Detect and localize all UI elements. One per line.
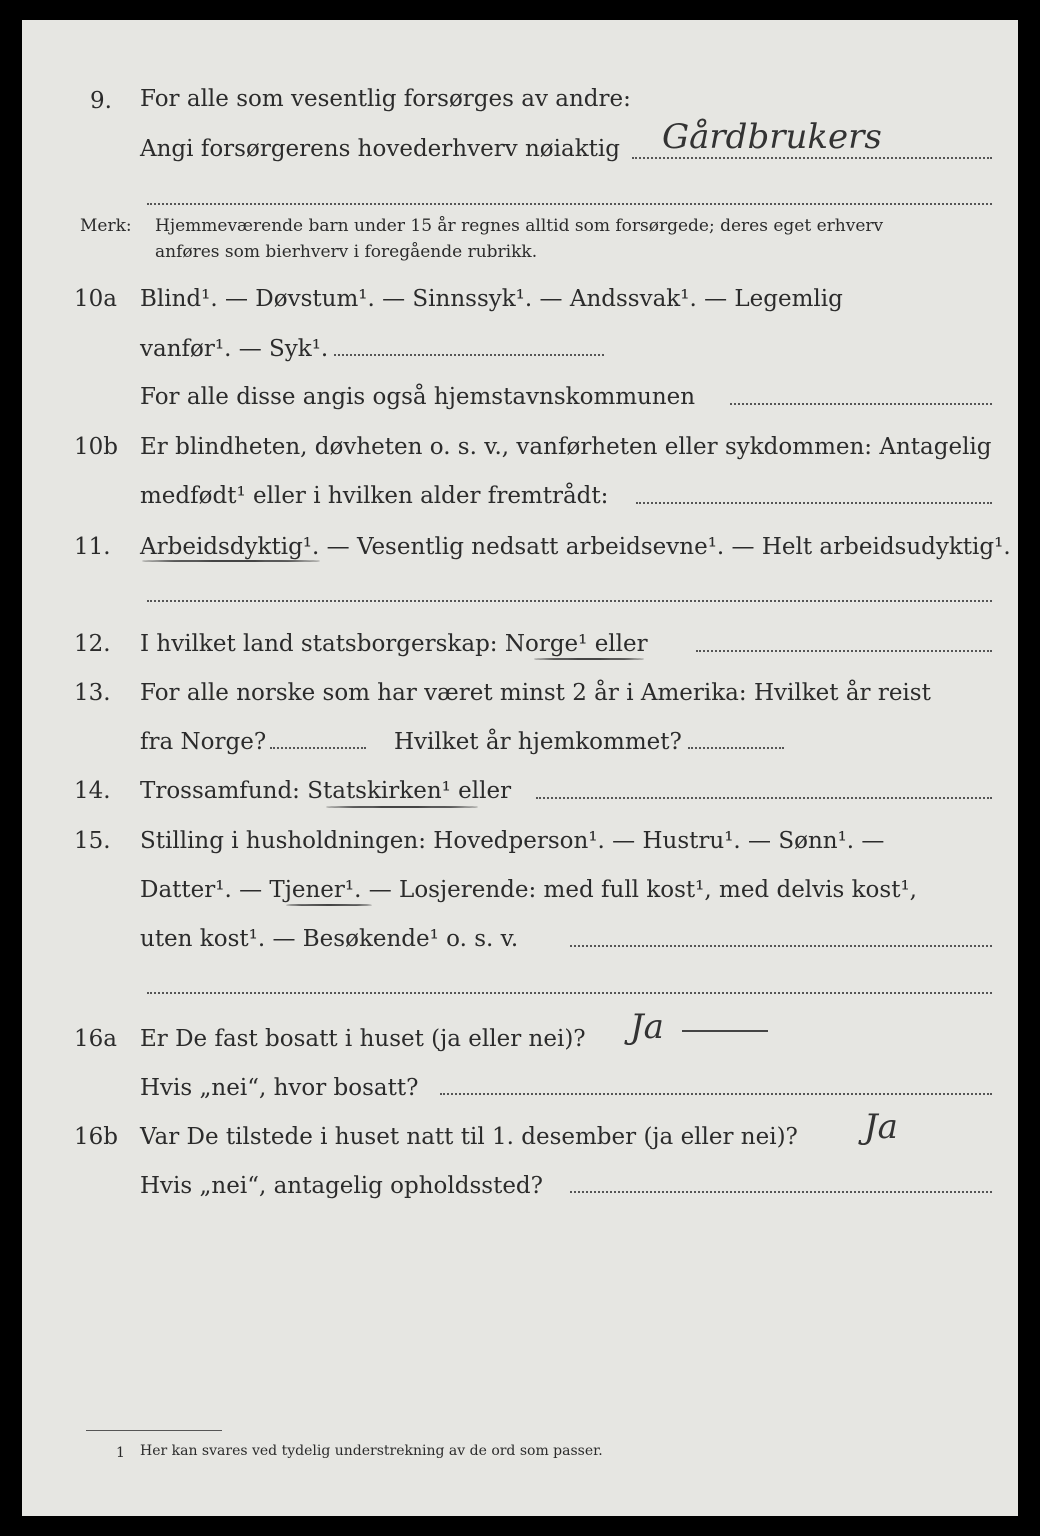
q16b-line2: Hvis „nei“, antagelig opholdssted?: [140, 1173, 543, 1199]
q14-answer-line: [536, 797, 992, 799]
q14-underline: [326, 806, 478, 808]
q11-line1: Arbeidsdyktig¹. — Vesentlig nedsatt arbeidsevne¹. — Helt arbeidsudyktig¹.: [140, 534, 1011, 560]
q16a-bosatt-line: [440, 1093, 992, 1095]
q13-line2a: fra Norge?: [140, 729, 267, 755]
q16a-answer-stroke: [682, 1030, 768, 1032]
footnote-text: Her kan svares ved tydelig understrekning av de ord som passer.: [140, 1443, 603, 1459]
q10b-line2: medfødt¹ eller i hvilken alder fremtrådt:: [140, 483, 609, 509]
q16b-answer: Ja: [864, 1107, 898, 1147]
q12-answer-line: [696, 650, 992, 652]
q11-underline: [142, 560, 320, 562]
q16b-opholdssted-line: [570, 1191, 992, 1193]
q12-underline: [534, 658, 644, 660]
q15-extra-line: [147, 992, 992, 994]
q15-number: 15.: [74, 828, 111, 854]
q16a-answer: Ja: [630, 1007, 664, 1047]
merk-label: Merk:: [80, 216, 132, 236]
q12-number: 12.: [74, 631, 111, 657]
q10a-number: 10a: [74, 286, 117, 312]
q10b-number: 10b: [74, 434, 118, 460]
q9-line1: For alle som vesentlig forsørges av andre:: [140, 86, 631, 112]
q16a-line2: Hvis „nei“, hvor bosatt?: [140, 1075, 419, 1101]
q9-extra-line: [147, 203, 992, 205]
q16b-line1: Var De tilstede i huset natt til 1. desember (ja eller nei)?: [140, 1124, 798, 1150]
q10b-answer-line: [636, 502, 992, 504]
q10a-line3: For alle disse angis også hjemstavnskommunen: [140, 384, 696, 410]
q15-line3: uten kost¹. — Besøkende¹ o. s. v.: [140, 926, 519, 952]
q13-line1: For alle norske som har været minst 2 år i Amerika: Hvilket år reist: [140, 680, 931, 706]
q15-answer-line: [570, 945, 992, 947]
q15-underline: [286, 904, 372, 906]
q15-line1: Stilling i husholdningen: Hovedperson¹. — Hustru¹. — Sønn¹. —: [140, 828, 885, 854]
q10a-answer-line: [334, 354, 604, 356]
q11-number: 11.: [74, 534, 111, 560]
q9-answer: Gårdbrukers: [662, 117, 882, 157]
q13-reist-line: [270, 747, 366, 749]
q9-answer-line: [632, 157, 992, 159]
form-page: [22, 20, 1018, 1516]
q10b-line1: Er blindheten, døvheten o. s. v., vanførheten eller sykdommen: Antagelig: [140, 434, 992, 460]
q14-line1: Trossamfund: Statskirken¹ eller: [140, 778, 512, 804]
q13-line2b: Hvilket år hjemkommet?: [394, 729, 682, 755]
footnote-mark: 1: [116, 1445, 125, 1461]
footnote-rule: [86, 1430, 222, 1431]
merk-line2: anføres som bierhverv i foregående rubrikk.: [155, 242, 538, 262]
q10a-kommune-line: [730, 403, 992, 405]
q11-extra-line: [147, 600, 992, 602]
q15-line2: Datter¹. — Tjener¹. — Losjerende: med full kost¹, med delvis kost¹,: [140, 877, 917, 903]
q10a-line2: vanfør¹. — Syk¹.: [140, 336, 329, 362]
q13-number: 13.: [74, 680, 111, 706]
q16b-number: 16b: [74, 1124, 118, 1150]
q14-number: 14.: [74, 778, 111, 804]
q12-line1: I hvilket land statsborgerskap: Norge¹ eller: [140, 631, 648, 657]
merk-line1: Hjemmeværende barn under 15 år regnes alltid som forsørgede; deres eget erhverv: [155, 216, 884, 236]
q9-number: 9.: [90, 88, 112, 114]
q9-line2: Angi forsørgerens hovederhverv nøiaktig: [140, 136, 620, 162]
q16a-number: 16a: [74, 1026, 117, 1052]
q13-hjem-line: [688, 747, 784, 749]
q16a-line1: Er De fast bosatt i huset (ja eller nei)?: [140, 1026, 586, 1052]
q10a-line1: Blind¹. — Døvstum¹. — Sinnssyk¹. — Andssvak¹. — Legemlig: [140, 286, 843, 312]
